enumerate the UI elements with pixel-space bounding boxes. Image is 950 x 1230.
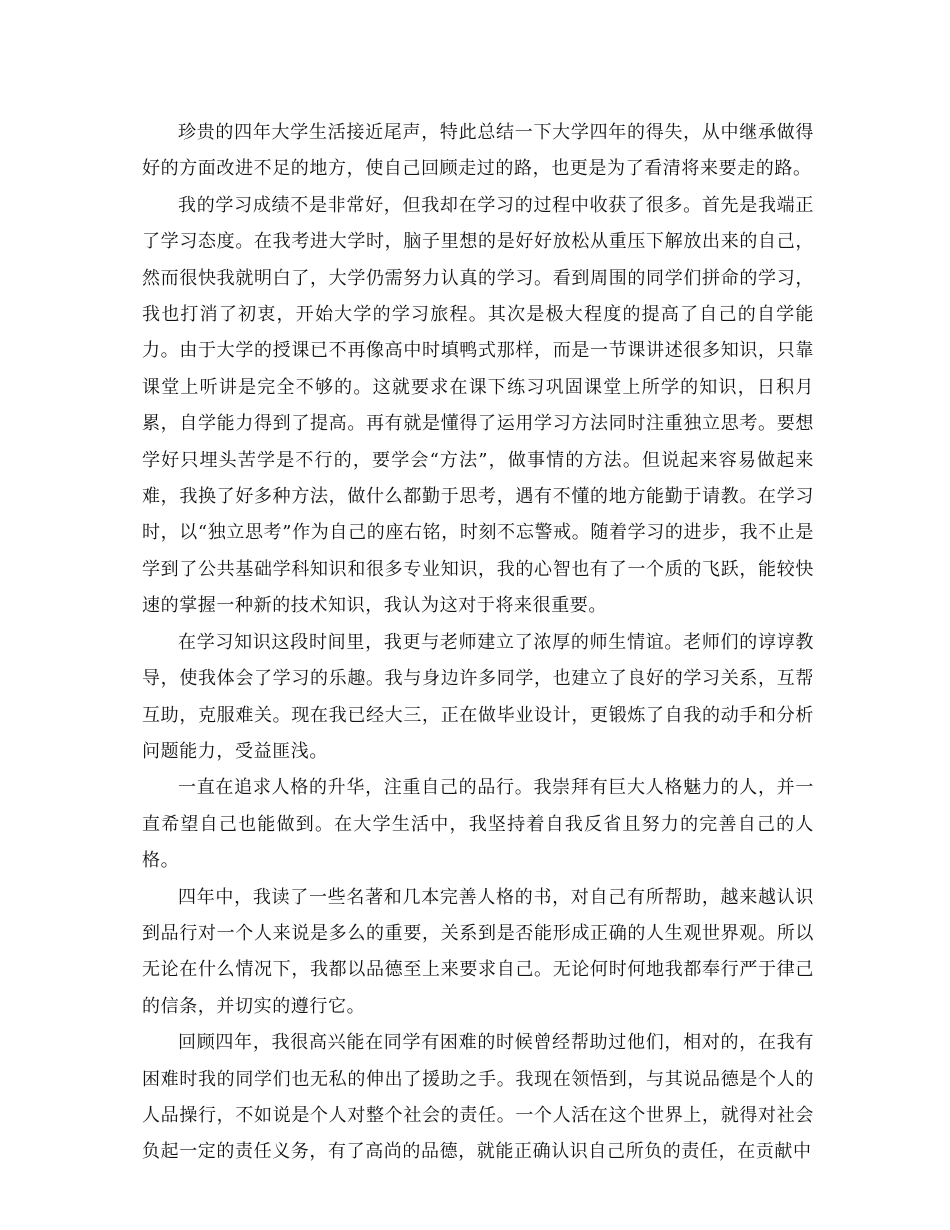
paragraph-review: 回顾四年，我很高兴能在同学有困难的时候曾经帮助过他们，相对的，在我有困难时我的同学们也无私的伸出了援助之手。我现在领悟到，与其说品德是个人的人品操行，不如说是个人对整个社会的责任。一个人活在这个世界上，就得对社会负起一定的责任义务，有了高尚的品德，就能正确认识自己所负的责任，在贡献中 [142, 1032, 814, 1163]
paragraph-teachers: 在学习知识这段时间里，我更与老师建立了浓厚的师生情谊。老师们的谆谆教导，使我体会了学习的乐趣。我与身边许多同学，也建立了良好的学习关系，互帮互助，克服难关。现在我已经大三，正在做毕业设计，更锻炼了自我的动手和分析问题能力，受益匪浅。 [142, 631, 814, 762]
paragraph-study: 我的学习成绩不是非常好，但我却在学习的过程中收获了很多。首先是我端正了学习态度。在我考进大学时，脑子里想的是好好放松从重压下解放出来的自己，然而很快我就明白了，大学仍需努力认真的学习。看到周围的同学们拼命的学习，我也打消了初衷，开始大学的学习旅程。其次是极大程度的提高了自己的自学能力。由于大学的授课已不再像高中时填鸭式那样，而是一节课讲述很多知识，只靠课堂上听讲是完全不够的。这就要求在课下练习巩固课堂上所学的知识，日积月累，自学能力得到了提高。再有就是懂得了运用学习方法同时注重独立思考。要想学好只埋头苦学是不行的，要学会“方法”，做事情的方法。但说起来容易做起来难，我换了好多种方法，做什么都勤于思考，遇有不懂的地方能勤于请教。在学习时，以“独立思考”作为自己的座右铭，时刻不忘警戒。随着学习的进步，我不止是学到了公共基础学科知识和很多专业知识，我的心智也有了一个质的飞跃，能较快速的掌握一种新的技术知识，我认为这对于将来很重要。 [142, 194, 814, 617]
paragraph-intro: 珍贵的四年大学生活接近尾声，特此总结一下大学四年的得失，从中继承做得好的方面改进不足的地方，使自己回顾走过的路，也更是为了看清将来要走的路。 [142, 122, 814, 180]
paragraph-character: 一直在追求人格的升华，注重自己的品行。我崇拜有巨大人格魅力的人，并一直希望自己也能做到。在大学生活中，我坚持着自我反省且努力的完善自己的人格。 [142, 777, 814, 872]
document-body [142, 115, 814, 1171]
paragraph-reading: 四年中，我读了一些名著和几本完善人格的书，对自己有所帮助，越来越认识到品行对一个人来说是多么的重要，关系到是否能形成正确的人生观世界观。所以无论在什么情况下，我都以品德至上来要求自己。无论何时何地我都奉行严于律己的信条，并切实的遵行它。 [142, 886, 814, 1017]
